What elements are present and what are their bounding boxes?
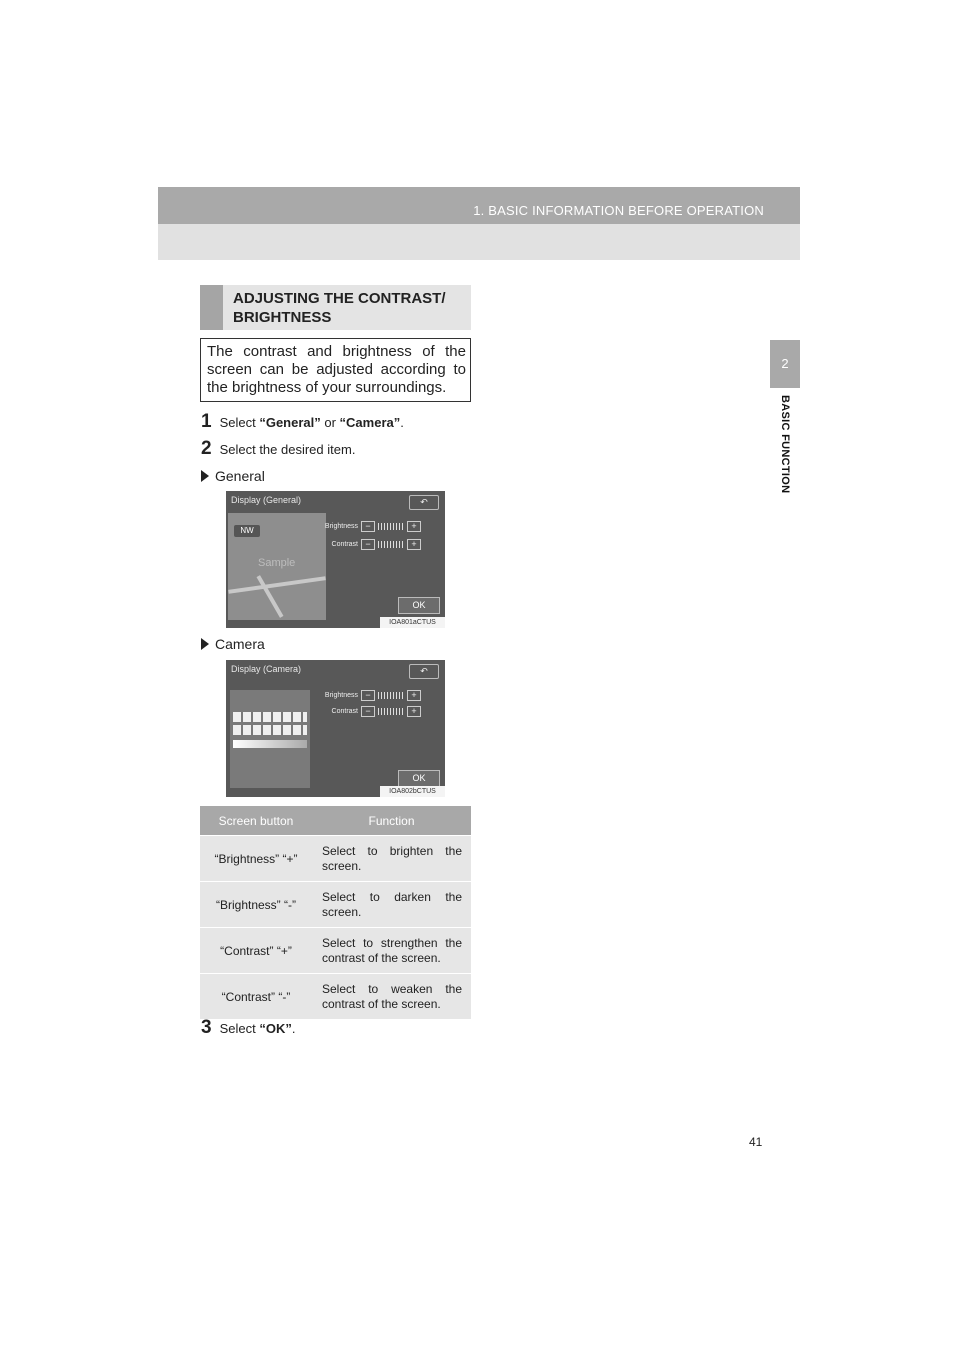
ok-button[interactable]: OK (398, 770, 440, 787)
brightness-plus-button[interactable]: + (407, 521, 421, 532)
step-text: . (400, 415, 404, 430)
step-number: 2 (201, 438, 212, 459)
step-text: or (320, 415, 340, 430)
table-row (200, 928, 471, 974)
table-header-row (200, 806, 471, 836)
brightness-minus-button[interactable]: − (361, 690, 375, 701)
heading-badge: NW (234, 525, 260, 537)
step-1 (201, 411, 404, 433)
function-cell: Select to strengthen the contrast of the screen. (312, 928, 471, 974)
contrast-plus-button[interactable]: + (407, 706, 421, 717)
brightness-minus-button[interactable]: − (361, 521, 375, 532)
step-text: Select (219, 1021, 260, 1036)
section-heading-bar (200, 285, 223, 330)
bullet-label: General (215, 468, 265, 484)
option-general: “General” (259, 415, 321, 430)
brightness-control (324, 521, 421, 532)
section-heading (200, 285, 471, 330)
header-band (158, 224, 800, 260)
bullet-general (201, 468, 265, 484)
figure-code: IOA802bCTUS (380, 786, 445, 797)
triangle-bullet-icon (201, 638, 209, 650)
table-row (200, 882, 471, 928)
pattern-gradient (233, 740, 307, 748)
brightness-label: Brightness (324, 692, 358, 700)
chapter-title: 1. BASIC INFORMATION BEFORE OPERATION (473, 203, 764, 218)
figure-code: IOA801aCTUS (380, 617, 445, 628)
contrast-control (324, 706, 421, 717)
screen-button-cell: “Brightness” “+” (200, 836, 312, 882)
pattern-row (233, 712, 307, 722)
brightness-control (324, 690, 421, 701)
back-icon[interactable]: ↶ (409, 664, 439, 679)
contrast-minus-button[interactable]: − (361, 706, 375, 717)
table-row (200, 974, 471, 1020)
column-header: Function (312, 806, 471, 836)
contrast-label: Contrast (331, 708, 358, 716)
screen-title: Display (General) (231, 495, 302, 505)
step-3 (201, 1017, 295, 1039)
option-ok: “OK” (259, 1021, 292, 1036)
function-cell: Select to darken the screen. (312, 882, 471, 928)
contrast-label: Contrast (331, 541, 358, 549)
triangle-bullet-icon (201, 470, 209, 482)
step-text: Select (219, 415, 260, 430)
contrast-minus-button[interactable]: − (361, 539, 375, 550)
brightness-plus-button[interactable]: + (407, 690, 421, 701)
screen-camera (226, 660, 445, 797)
function-cell: Select to brighten the screen. (312, 836, 471, 882)
contrast-control (324, 539, 421, 550)
ok-button[interactable]: OK (398, 597, 440, 614)
page-number: 41 (749, 1135, 763, 1149)
screen-title: Display (Camera) (231, 664, 302, 674)
step-2 (201, 438, 355, 460)
screen-button-cell: “Brightness” “-” (200, 882, 312, 928)
map-road (228, 576, 326, 594)
screen-button-cell: “Contrast” “+” (200, 928, 312, 974)
contrast-level (378, 541, 404, 548)
step-text: . (291, 1021, 296, 1036)
brightness-level (378, 523, 404, 530)
map-preview (228, 513, 326, 620)
step-text: Select the desired item. (219, 442, 356, 457)
section-title: ADJUSTING THE CONTRAST/ BRIGHTNESS (233, 290, 446, 326)
chapter-tab-number: 2 (770, 340, 800, 388)
step-number: 3 (201, 1017, 212, 1038)
function-cell: Select to weaken the contrast of the screen. (312, 974, 471, 1020)
column-header: Screen button (200, 806, 312, 836)
contrast-level (378, 708, 404, 715)
screen-general (226, 491, 445, 628)
function-table (200, 806, 471, 1019)
section-intro: The contrast and brightness of the screen can be adjusted according to the brightness of your surroundings. (200, 338, 471, 402)
camera-test-pattern (230, 690, 310, 788)
chapter-tab-text: BASIC FUNCTION (779, 395, 791, 494)
option-camera: “Camera” (339, 415, 401, 430)
bullet-label: Camera (215, 636, 265, 652)
brightness-label: Brightness (324, 523, 358, 531)
chapter-header (158, 187, 800, 224)
pattern-row (233, 725, 307, 735)
bullet-camera (201, 636, 265, 652)
map-sample-label: Sample (258, 557, 296, 569)
table-row (200, 836, 471, 882)
brightness-level (378, 692, 404, 699)
contrast-plus-button[interactable]: + (407, 539, 421, 550)
back-icon[interactable]: ↶ (409, 495, 439, 510)
step-number: 1 (201, 411, 212, 432)
screen-button-cell: “Contrast” “-” (200, 974, 312, 1020)
